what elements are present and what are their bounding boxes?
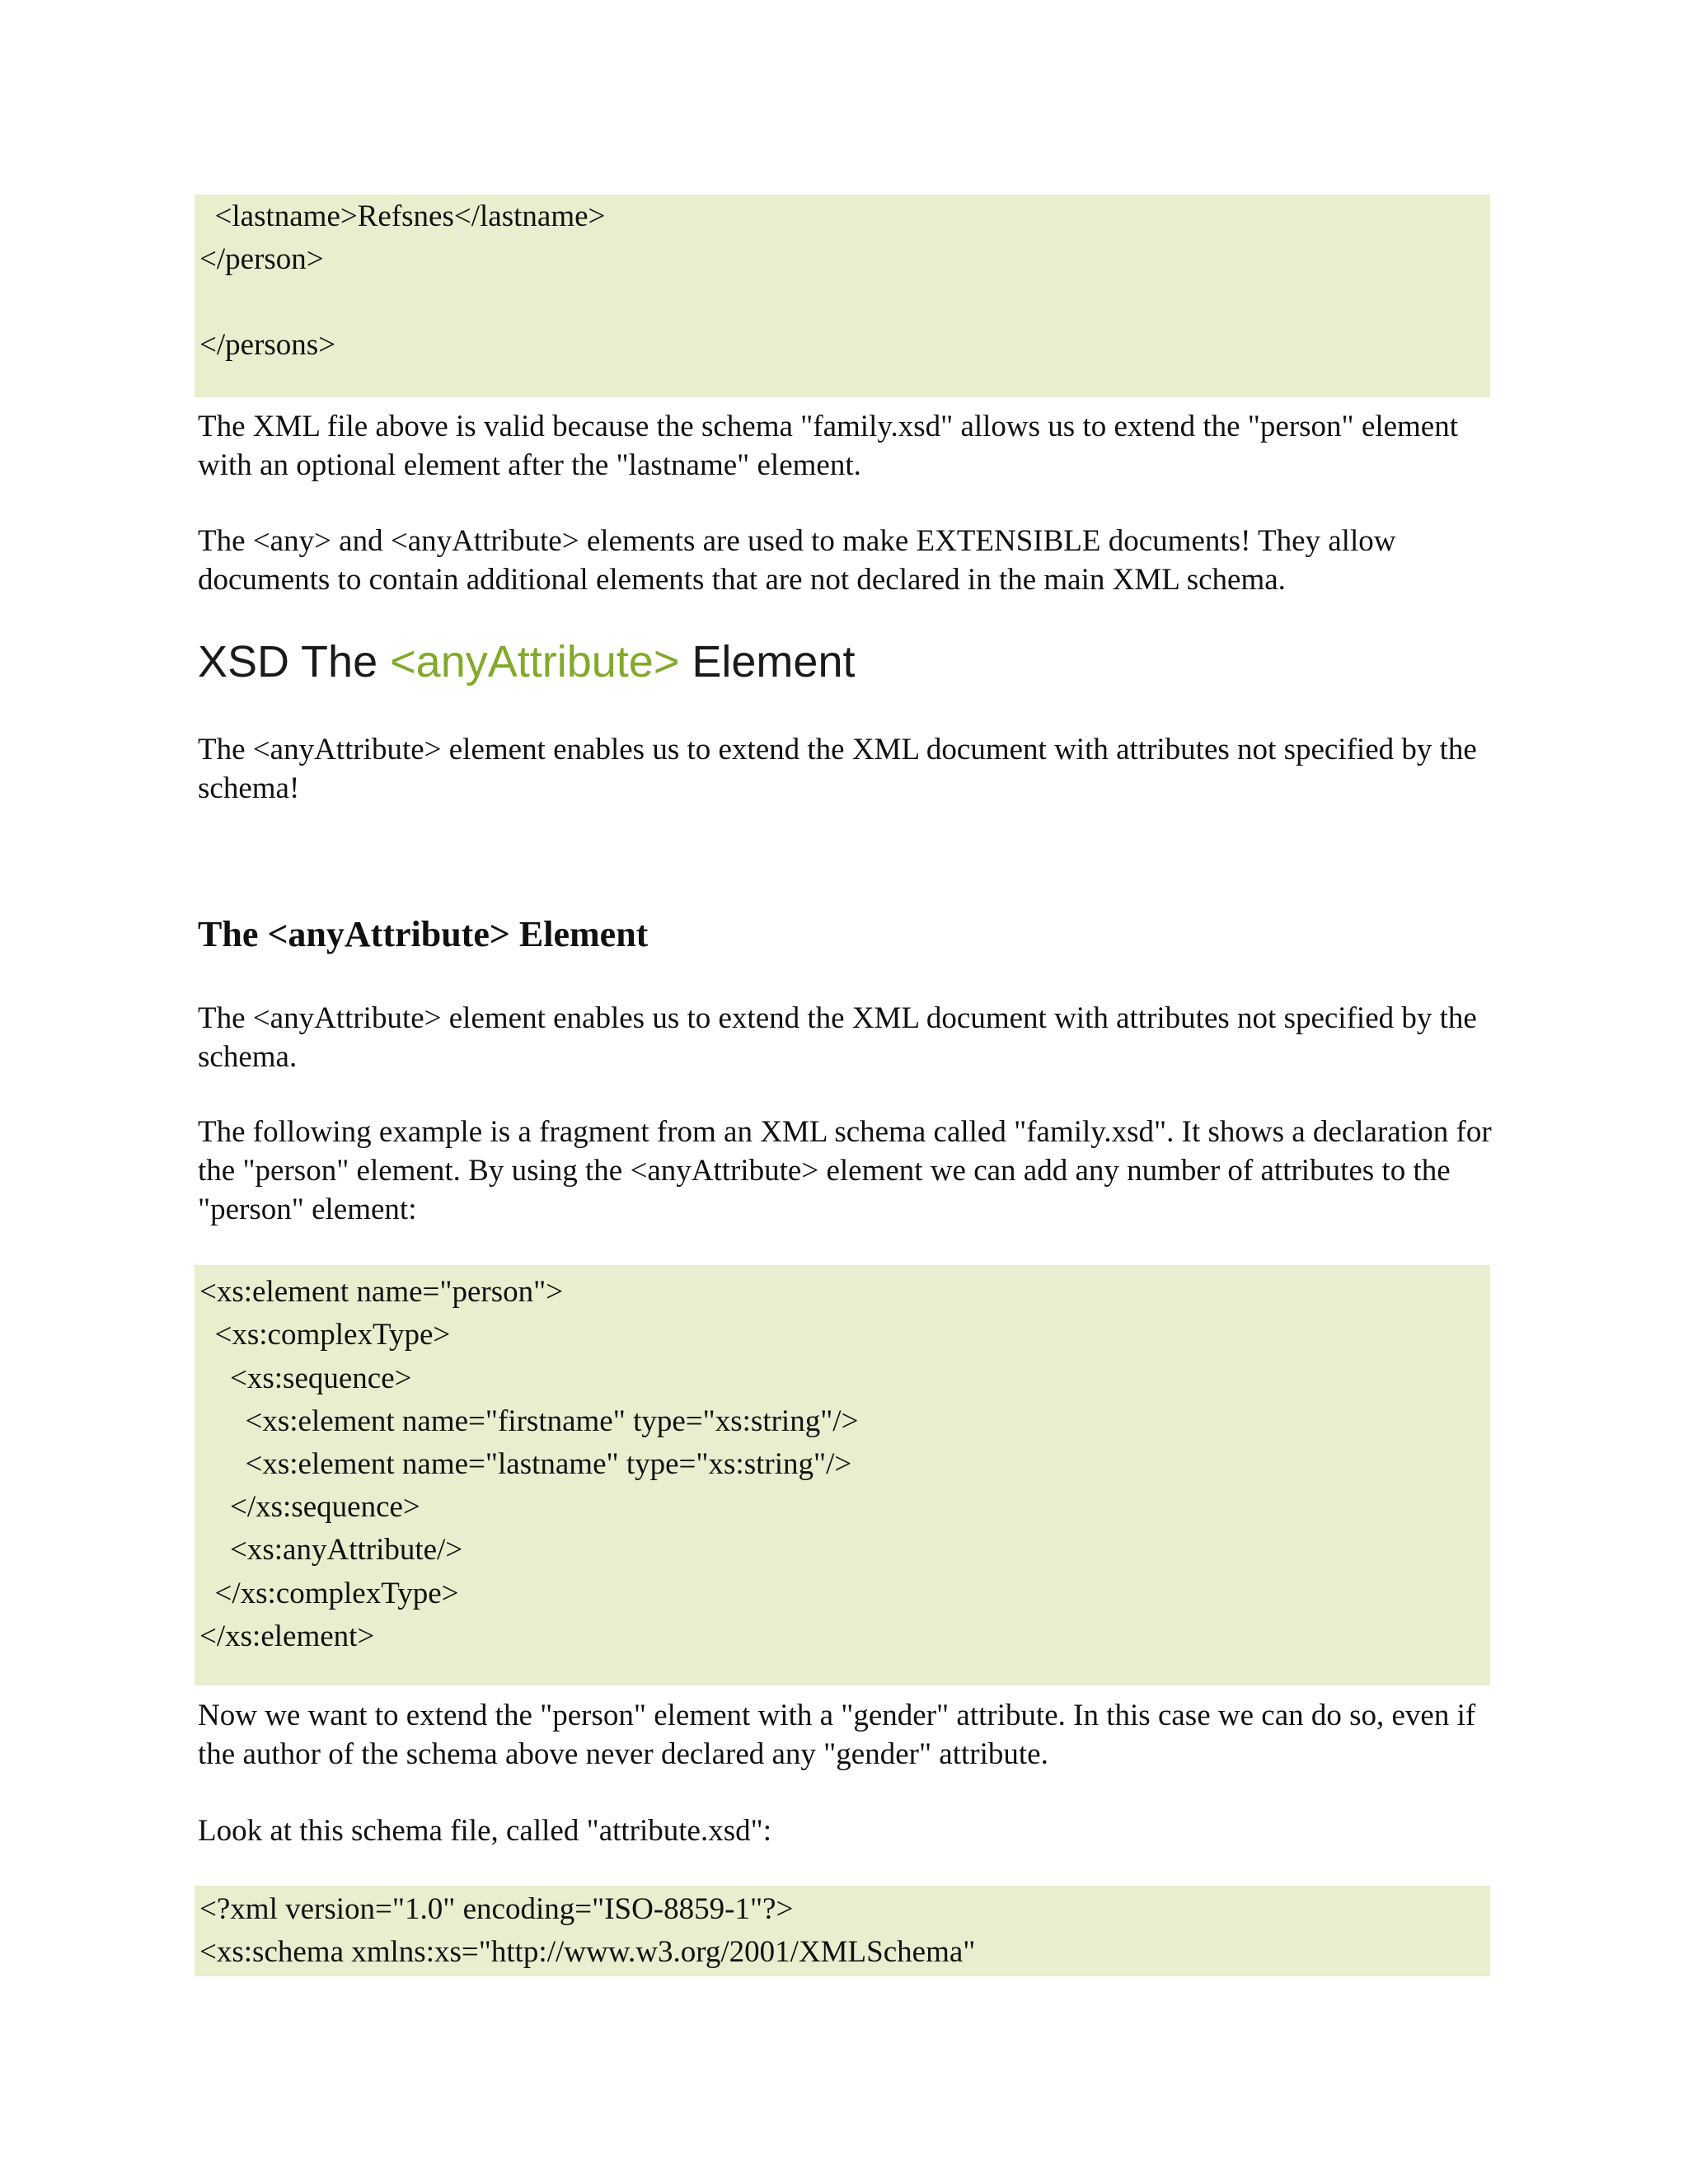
section-heading-xsd-anyattribute	[198, 636, 855, 687]
subheading-anyattribute-element: The <anyAttribute> Element	[198, 914, 649, 954]
paragraph-valid-explanation: The XML file above is valid because the schema "family.xsd" allows us to extend the "person" element with an optional element after the "lastname" element.	[198, 410, 1466, 482]
paragraph-example-intro: The following example is a fragment from an XML schema called "family.xsd". It shows a declaration for the "person" element. By using the <anyAttribute> element we can add any number of attributes to the "person" element:	[198, 1115, 1499, 1226]
paragraph-gender: Now we want to extend the "person" element with a "gender" attribute. In this case we can do so, even if the author of the schema above never declared any "gender" attribute.	[198, 1699, 1484, 1771]
paragraph-look: Look at this schema file, called "attribute.xsd":	[198, 1814, 772, 1848]
code-line: <xs:anyAttribute/>	[199, 1533, 463, 1567]
code-block-persons-end	[195, 194, 1490, 397]
paragraph-enables: The <anyAttribute> element enables us to extend the XML document with attributes not specified by the schema.	[198, 1001, 1485, 1074]
code-line: <xs:complexType>	[199, 1318, 451, 1352]
heading-prefix: XSD The	[198, 637, 391, 687]
code-line: <xs:element name="lastname" type="xs:string"/>	[199, 1447, 852, 1481]
code-line: </xs:complexType>	[199, 1577, 459, 1610]
code-line: <xs:schema xmlns:xs="http://www.w3.org/2001/XMLSchema"	[199, 1935, 976, 1969]
paragraph-extensible: The <any> and <anyAttribute> elements are used to make EXTENSIBLE documents! They allow documents to contain additional elements that are not declared in the main XML schema.	[198, 524, 1404, 597]
code-block-person-schema	[195, 1265, 1490, 1685]
code-line: </persons>	[199, 328, 336, 362]
code-line: <xs:element name="person">	[199, 1275, 564, 1309]
code-line: </xs:sequence>	[199, 1490, 420, 1524]
code-line: <xs:element name="firstname" type="xs:string"/>	[199, 1404, 859, 1438]
heading-suffix: Element	[679, 637, 856, 687]
code-line: </xs:element>	[199, 1619, 375, 1653]
code-line: </person>	[199, 242, 324, 276]
heading-accent: <anyAttribute>	[390, 637, 680, 687]
code-line: <lastname>Refsnes</lastname>	[199, 199, 606, 233]
code-line: <xs:sequence>	[199, 1361, 412, 1395]
code-line: <?xml version="1.0" encoding="ISO-8859-1"?>	[199, 1892, 794, 1926]
paragraph-intro: The <anyAttribute> element enables us to extend the XML document with attributes not specified by the schema!	[198, 733, 1485, 805]
code-block-attribute-schema	[195, 1886, 1490, 1976]
